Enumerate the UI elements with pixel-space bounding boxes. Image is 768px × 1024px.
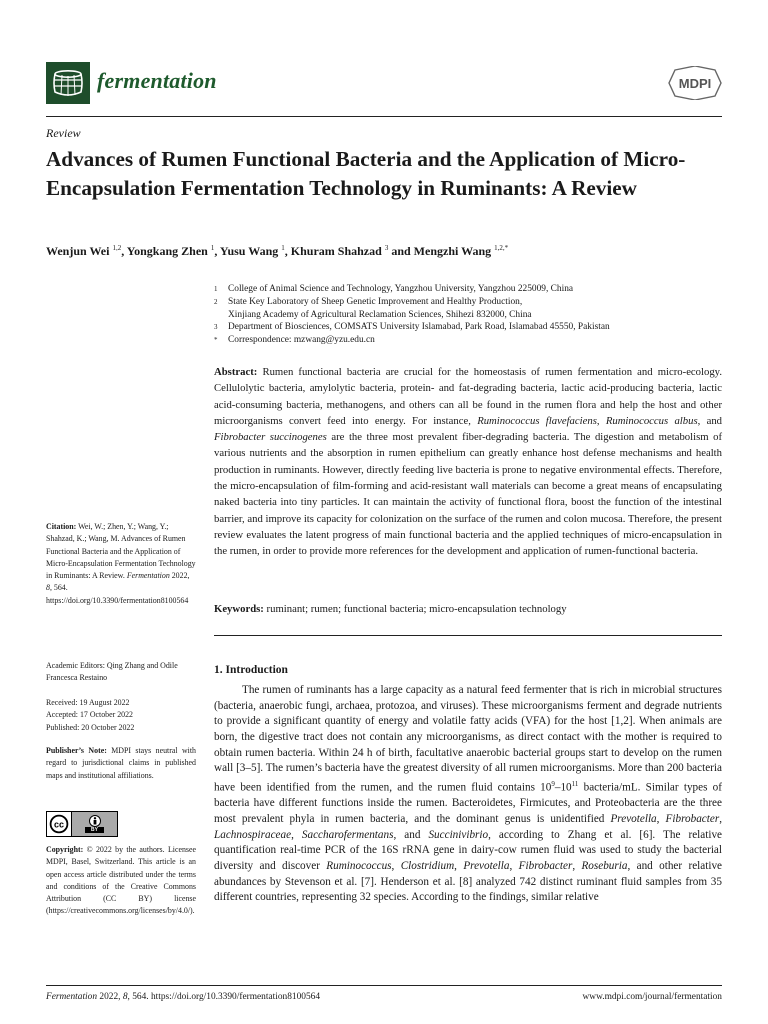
author-name: Khuram Shahzad <box>290 244 382 258</box>
copyright-notice: Copyright: © 2022 by the authors. Licensee MDPI, Basel, Switzerland. This article is an open access article distributed under the terms and conditions of the Creative Commons Attribution (CC BY) license (https://creativecommons.org/licenses/by/4.0/). <box>46 845 196 916</box>
journal-name: fermentation <box>97 68 217 93</box>
correspondence: * Correspondence: mzwang@yzu.edu.cn <box>214 335 375 346</box>
cc-icon <box>47 812 72 836</box>
author-affiliation-mark: 1,2,* <box>494 244 509 252</box>
mdpi-logo-icon <box>667 66 723 100</box>
by-label: BY <box>85 827 104 833</box>
cc-by-license-badge[interactable] <box>46 811 118 837</box>
date-accepted: Accepted: 17 October 2022 <box>46 710 133 720</box>
svg-text:cc: cc <box>53 819 65 830</box>
keywords-label: Keywords: <box>214 603 264 615</box>
date-received: Received: 19 August 2022 <box>46 698 130 707</box>
author-name: Wenjun Wei <box>46 244 110 258</box>
author-list: Wenjun Wei $^{1,2}$, Yongkang Zhen $^1$, Yusu Wang $^1$, Khuram Shahzad $^3$ and Mengzhi Wang $^{1,2,*}$ <box>46 244 509 258</box>
article-title: Advances of Rumen Functional Bacteria and the Application of Micro-Encapsulation Fermentation Technology in Ruminants: A Review <box>46 147 686 200</box>
publishers-note: Publisher’s Note: MDPI stays neutral with regard to jurisdictional claims in published maps and institutional affiliations. <box>46 746 196 780</box>
journal-logo-icon <box>46 62 90 104</box>
author-affiliation-mark: 3 <box>384 244 389 252</box>
article-type: Review <box>46 126 81 140</box>
section-heading: 1. Introduction <box>214 664 288 676</box>
author-name: Yusu Wang <box>219 244 279 258</box>
abstract-label: Abstract: <box>214 366 258 378</box>
intro-paragraph: The rumen of ruminants has a large capacity as a natural feed fermenter that is rich in microbial structures (bacteria, anaerobic fungi, archaea, protozoa, and viruses). These microorganisms ferment and degrade nutrients to provide a significant quantity of energy and volatile fatty acids (VFA) for the host [1,2]. When animals are born, the digestive tract does not contain any microorganisms, as direct contact with the mother is required to obtain rumen bacteria. Within 24 h of birth, facultative anaerobic bacterial groups start to develop on the rumen wall [3–5]. The rumen’s bacteria have the greatest diversity of all rumen microorganisms. More than 200 bacteria have been identified from the rumen, and the rumen fluid contains $10^9-10^{11}$ bacteria/mL. Similar types of bacteria have different functions inside the rumen. Bacteroidetes, Firmicutes, and Proteobacteria are the three most prevalent phyla in rumen bacteria, and the dominant genus is unidentified Prevotella, Fibrobacter, Lachnospiraceae, Saccharofermentans, and Succinivibrio, according to Zhang et al. [6]. The relative quantification real-time PCR of the 16S rRNA gene in dairy-cow rumen fluid was used to study the bacterial diversity and discover Ruminococcus, Clostridium, Prevotella, Fibrobacter, Roseburia, and other relative abundances by Stevenson et al. [7]. Henderson et al. [8] analyzed 742 distinct ruminant fluid samples from 35 different countries, representing 32 species. According to the findings, similar relative <box>214 684 723 904</box>
footer-rule <box>46 985 722 986</box>
affiliation-item: 3 Department of Biosciences, COMSATS University Islamabad, Park Road, Islamabad 45550, Pakistan <box>214 322 610 333</box>
abstract: Abstract: Rumen functional bacteria are crucial for the homeostasis of rumen fermentation and micro-ecology. Cellulolytic bacteria, amylolytic bacteria, protein- and fat-degrading bacteria, lactic acid-producing bacteria, lactic acid-consuming bacteria, methanogens, and others can all be found in the rumen flora and help the host and other microorganisms convert feed into energy. For instance, Ruminococcus flavefaciens, Ruminococcus albus, and Fibrobacter succinogenes are the three most prevalent fiber-degrading bacteria. The digestion and metabolism of various nutrients and the absorption in rumen epithelium can greatly enhance host defense mechanisms and health production in ruminants. However, directly feeding live bacteria is prone to negative environmental effects. Therefore, the micro-encapsulation of film-forming and acid-resistant wall materials can become a great means of encapsulating naked bacteria into tiny particles. It can maintain the activity of functional flora, boost the function of the intestinal barrier, and improve its capacity for colonization on the surface of the rumen and colon mucosa. Therefore, the present review evaluates the latent progress of main functional bacteria and the applied techniques of micro-encapsulation in the rumen, in order to provide more references for the development and application of rumen-functional bacteria. <box>214 366 723 558</box>
author-affiliation-mark: 1 <box>281 244 285 252</box>
citation: Citation: Wei, W.; Zhen, Y.; Wang, Y.; Shahzad, K.; Wang, M. Advances of Rumen Functional Bacteria and the Application of Micro-Encapsulation Fermentation Technology in Ruminants: A Review. Fermentation 2022, 8, 564. https://doi.org/10.3390/fermentation8100564 <box>46 522 196 605</box>
affiliation-item: 1 College of Animal Science and Technology, Yangzhou University, Yangzhou 225009, China <box>214 284 574 294</box>
mdpi-logo-text: MDPI <box>678 76 712 91</box>
header-rule <box>46 116 722 117</box>
journal-url-link[interactable]: www.mdpi.com/journal/fermentation <box>582 992 722 1002</box>
author-affiliation-mark: 1 <box>210 244 215 252</box>
academic-editors: Academic Editors: Qing Zhang and Odile Francesca Restaino <box>46 661 178 683</box>
by-icon <box>72 812 117 836</box>
affiliations <box>214 283 724 347</box>
author-name: Yongkang Zhen <box>126 244 208 258</box>
affiliation-item: Xinjiang Academy of Agricultural Reclamation Sciences, Shihezi 832000, China <box>228 309 532 320</box>
date-published: Published: 20 October 2022 <box>46 722 135 732</box>
abstract-rule <box>214 635 722 636</box>
author-affiliation-mark: 1,2 <box>112 244 122 252</box>
dates <box>46 697 196 734</box>
author-name: Mengzhi Wang <box>413 244 492 258</box>
footer-citation[interactable]: Fermentation 2022, 8, 564. https://doi.org/10.3390/fermentation8100564 <box>46 992 321 1002</box>
keywords: Keywords: ruminant; rumen; functional bacteria; micro-encapsulation technology <box>214 603 567 615</box>
affiliation-item: 2 State Key Laboratory of Sheep Genetic Improvement and Healthy Production, <box>214 296 523 307</box>
